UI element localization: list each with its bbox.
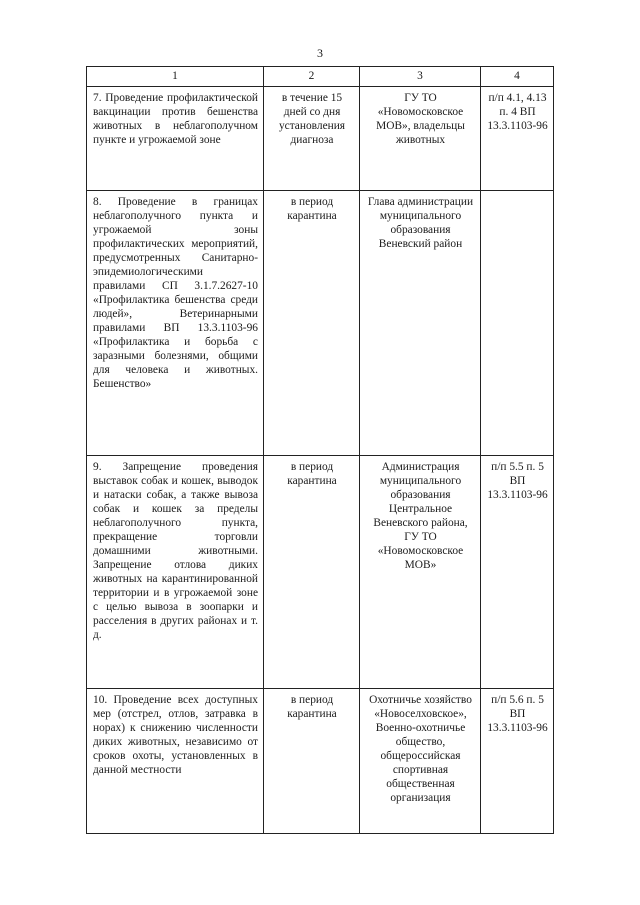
timing-text: в период карантина (287, 694, 337, 720)
measure-text: 8. Проведение в границах неблагополучного пункта и угрожаемой зоны профилактических мероприятий, предусмотренных Санитарно-эпидемиологическими правилами СП 3.1.7.2627-10 «Профилактика бешенства среди людей», Ветеринарными правилами ВП 13.3.1103-96 «Профилактика и борьба с заразными болезнями, общими для человека и животных. Бешенство» (93, 196, 258, 390)
timing-cell (264, 689, 360, 834)
column-header-2: 2 (264, 67, 360, 87)
table-row (87, 87, 554, 191)
responsible-cell (360, 87, 481, 191)
reference-cell (481, 87, 554, 191)
table-row (87, 191, 554, 456)
measure-cell (87, 456, 264, 689)
reference-text: п/п 5.6 п. 5 ВП 13.3.1103-96 (487, 694, 548, 734)
timing-cell (264, 191, 360, 456)
timing-cell (264, 456, 360, 689)
table-row (87, 689, 554, 834)
reference-text: п/п 4.1, 4.13 п. 4 ВП 13.3.1103-96 (487, 92, 548, 132)
responsible-cell (360, 191, 481, 456)
measure-cell (87, 191, 264, 456)
responsible-text: Охотничье хозяйство «Новоселховское», Военно-охотничье общество, общероссийская спортивная общественная организация (369, 694, 472, 804)
responsible-cell (360, 689, 481, 834)
measure-text: 7. Проведение профилактической вакцинации против бешенства животных в неблагополучном пункте и угрожаемой зоне (93, 92, 258, 146)
table-row (87, 456, 554, 689)
measure-text: 9. Запрещение проведения выставок собак и кошек, выводок и натаски собак, а также вывоза собак и кошек за пределы неблагополучного пункта, прекращение торговли домашними животными. Запрещение отлова диких животных на карантинированной территории и в угрожаемой зоне с целью вывоза в зоопарки и расселения в других районах и т. д. (93, 461, 258, 641)
reference-cell (481, 689, 554, 834)
measure-cell (87, 689, 264, 834)
timing-cell (264, 87, 360, 191)
measures-table (86, 66, 554, 834)
responsible-cell (360, 456, 481, 689)
page-number: 3 (317, 46, 323, 60)
responsible-text: Администрация муниципального образования Центральное Веневского района, ГУ ТО «Новомосковское МОВ» (373, 461, 468, 571)
responsible-text: ГУ ТО «Новомосковское МОВ», владельцы животных (376, 92, 465, 146)
column-header-3: 3 (360, 67, 481, 87)
column-header-1: 1 (87, 67, 264, 87)
timing-text: в период карантина (287, 461, 337, 487)
measure-cell (87, 87, 264, 191)
header-row (87, 67, 554, 87)
measure-text: 10. Проведение всех доступных мер (отстрел, отлов, затравка в норах) к снижению численности диких животных, независимо от сроков охоты, установленных в данной местности (93, 694, 258, 776)
responsible-text: Глава администрации муниципального образования Веневский район (367, 196, 474, 250)
timing-text: в период карантина (287, 196, 337, 222)
reference-cell (481, 456, 554, 689)
column-header-4: 4 (481, 67, 554, 87)
timing-text: в течение 15 дней со дня установления диагноза (278, 92, 346, 146)
reference-text: п/п 5.5 п. 5 ВП 13.3.1103-96 (487, 461, 548, 501)
reference-cell (481, 191, 554, 456)
